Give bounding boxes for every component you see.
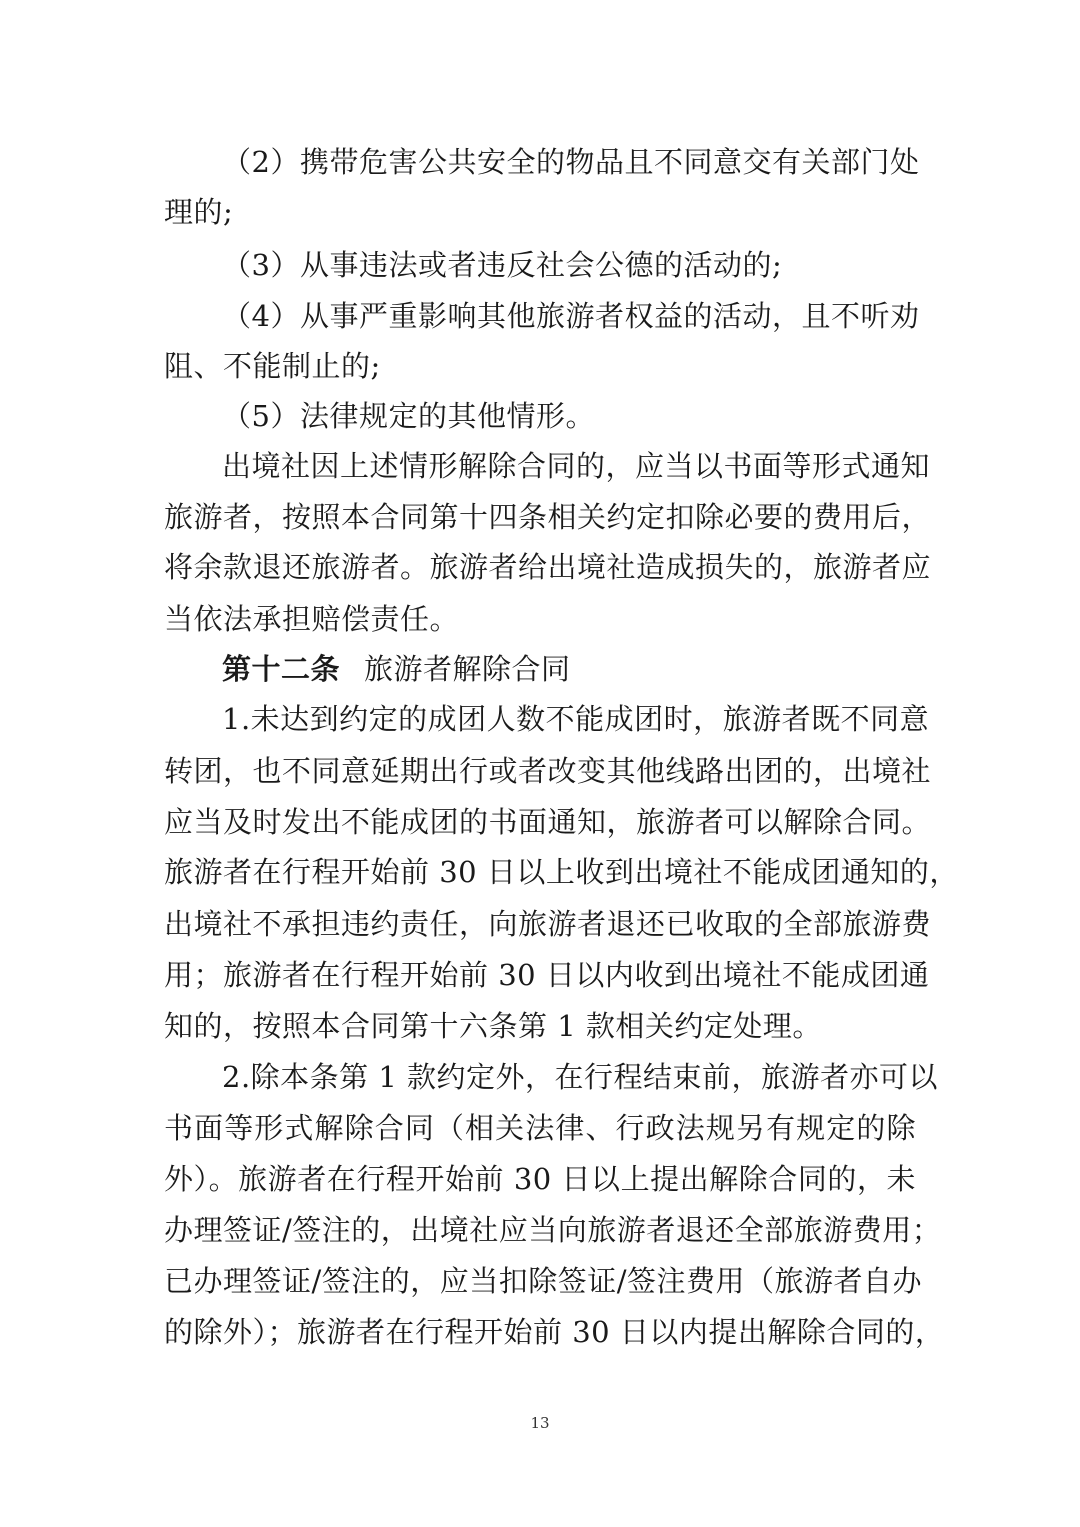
text-line: 外）。旅游者在行程开始前 30 日以上提出解除合同的，未 xyxy=(164,1162,916,1196)
text-line: 旅游者在行程开始前 30 日以上收到出境社不能成团通知的， xyxy=(164,855,959,889)
text-line: 当依法承担赔偿责任。 xyxy=(164,602,460,636)
text-line: 出境社因上述情形解除合同的，应当以书面等形式通知 xyxy=(222,449,931,483)
text-line: 的除外）；旅游者在行程开始前 30 日以内提出解除合同的， xyxy=(164,1315,945,1349)
article-heading xyxy=(222,644,916,694)
text-line: 已办理签证/签注的，应当扣除签证/签注费用（旅游者自办 xyxy=(164,1264,923,1298)
text-line: （5）法律规定的其他情形。 xyxy=(222,399,595,433)
text-line: 书面等形式解除合同（相关法律、行政法规另有规定的除 xyxy=(164,1111,916,1145)
text-line: 2.除本条第 1 款约定外，在行程结束前，旅游者亦可以 xyxy=(222,1060,939,1094)
text-line: 出境社不承担违约责任，向旅游者退还已收取的全部旅游费 xyxy=(164,907,932,941)
page-number: 13 xyxy=(530,1414,550,1432)
article-title: 旅游者解除合同 xyxy=(364,652,571,686)
text-line: 阻、不能制止的; xyxy=(164,349,381,383)
text-line: 知的，按照本合同第十六条第 1 款相关约定处理。 xyxy=(164,1009,822,1043)
text-line: 旅游者，按照本合同第十四条相关约定扣除必要的费用后， xyxy=(164,500,932,534)
text-line: 转团，也不同意延期出行或者改变其他线路出团的，出境社 xyxy=(164,754,932,788)
text-line: 应当及时发出不能成团的书面通知，旅游者可以解除合同。 xyxy=(164,805,932,839)
text-line: 将余款退还旅游者。旅游者给出境社造成损失的，旅游者应 xyxy=(164,550,932,584)
text-line: 1.未达到约定的成团人数不能成团时，旅游者既不同意 xyxy=(222,702,930,736)
text-line: 办理签证/签注的，出境社应当向旅游者退还全部旅游费用； xyxy=(164,1213,942,1247)
article-number: 第十二条 xyxy=(222,652,341,686)
text-line: （2）携带危害公共安全的物品且不同意交有关部门处 xyxy=(222,145,920,179)
text-line: 用；旅游者在行程开始前 30 日以内收到出境社不能成团通 xyxy=(164,958,930,992)
text-line: （3）从事违法或者违反社会公德的活动的; xyxy=(222,248,783,282)
text-line: （4）从事严重影响其他旅游者权益的活动，且不听劝 xyxy=(222,299,920,333)
text-line: 理的; xyxy=(164,195,234,229)
